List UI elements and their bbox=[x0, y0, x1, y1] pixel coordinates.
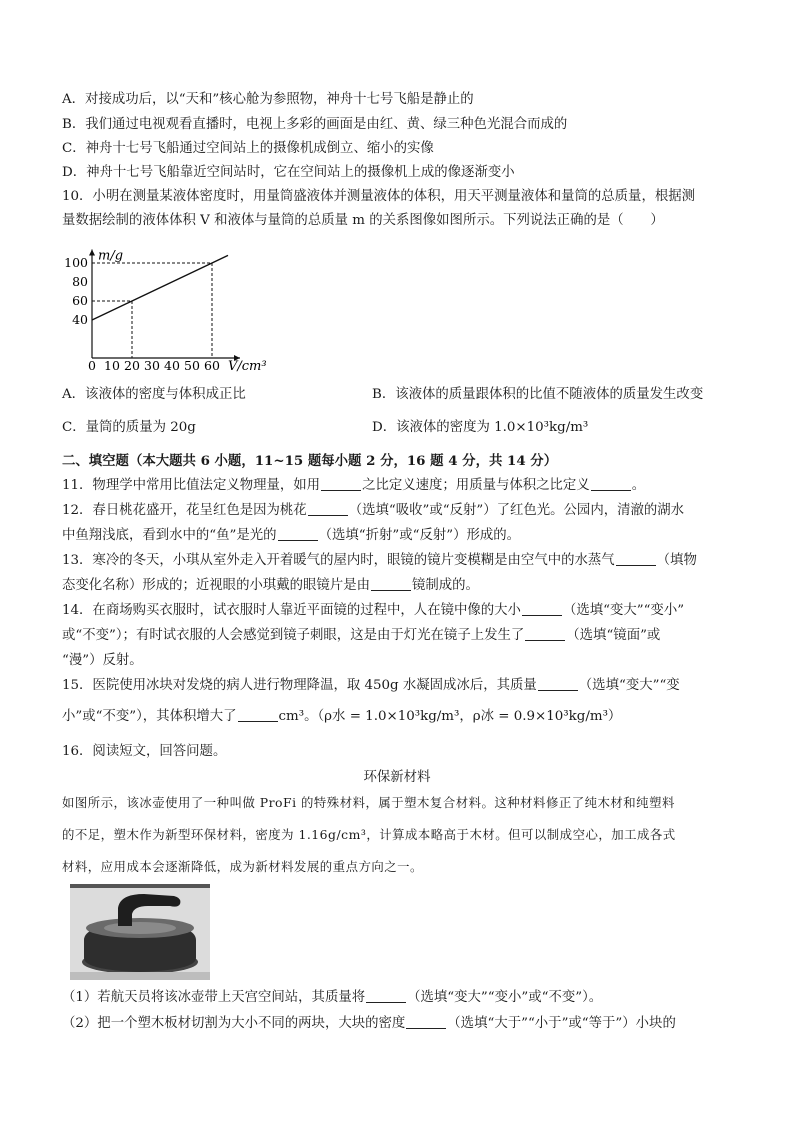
q13-line2 bbox=[62, 576, 479, 596]
passage-line3: 材料，应用成本会逐渐降低，成为新材料发展的重点方向之一。 bbox=[62, 859, 423, 874]
passage-line2: 的不足，塑木作为新型环保材料，密度为 1.16g/cm³，计算成本略高于木材。但可以制成空心，加工成各式 bbox=[62, 827, 676, 842]
q16-intro: 16．阅读短文，回答问题。 bbox=[62, 744, 227, 759]
data-line bbox=[92, 255, 228, 320]
y-tick-label: 100 bbox=[64, 255, 88, 270]
y-axis-label: m/g bbox=[98, 248, 124, 264]
q14-text-3: 或“不变”）；有时试衣服的人会感觉到镜子刺眼，这是由于灯光在镜子上发生了 bbox=[62, 628, 525, 643]
q15-line1 bbox=[62, 676, 680, 696]
x-tick-label: 60 bbox=[204, 358, 220, 373]
q15-line2 bbox=[62, 707, 621, 727]
q12-text-3: 中鱼翔浅底，看到水中的“鱼”是光的 bbox=[62, 528, 277, 543]
q12-text-1: 12．春日桃花盛开，花呈红色是因为桃花 bbox=[62, 503, 307, 518]
q16-sub1-text-1: （1）若航天员将该冰壶带上天宫空间站，其质量将 bbox=[62, 990, 366, 1005]
q10-option-d: D．该液体的密度为 1.0×10³kg/m³ bbox=[372, 420, 589, 435]
q10-option-a: A．该液体的密度与体积成正比 bbox=[62, 387, 246, 402]
q14-line1 bbox=[62, 601, 684, 621]
q13-text-2: （填物 bbox=[656, 553, 697, 568]
q12-text-4: （选填“折射”或“反射”）形成的。 bbox=[318, 528, 521, 543]
q10-option-c: C．量筒的质量为 20g bbox=[62, 420, 196, 435]
q10-stem-line2: 量数据绘制的液体体积 V 和液体与量筒的总质量 m 的关系图像如图所示。下列说法正确的是（ ） bbox=[62, 213, 664, 228]
q13-text-1: 13．寒冷的冬天，小琪从室外走入开着暖气的屋内时，眼镜的镜片变模糊是由空气中的水蒸气 bbox=[62, 553, 615, 568]
x-tick-label: 50 bbox=[184, 358, 200, 373]
q9-option-d: D．神舟十七号飞船靠近空间站时，它在空间站上的摄像机上成的像逐渐变小 bbox=[62, 165, 515, 180]
q14-line3: “漫”）反射。 bbox=[62, 653, 143, 668]
q9-option-a: A．对接成功后，以“天和”核心舱为参照物，神舟十七号飞船是静止的 bbox=[62, 92, 474, 107]
curling-stone-image bbox=[70, 884, 210, 980]
answer-blank[interactable] bbox=[366, 988, 406, 1003]
section-heading: 二、填空题（本大题共 6 小题，11~15 题每小题 2 分，16 题 4 分，共 14 分） bbox=[62, 453, 558, 469]
q11-text-2: 之比定义速度；用质量与体积之比定义 bbox=[362, 478, 590, 493]
q11 bbox=[62, 476, 645, 496]
curling-stone-photo bbox=[70, 884, 210, 980]
x-tick-label: 10 bbox=[104, 358, 120, 373]
q14-text-4: （选填“镜面”或 bbox=[566, 628, 661, 643]
passage-title: 环保新材料 bbox=[363, 770, 431, 785]
answer-blank[interactable] bbox=[321, 476, 361, 491]
answer-blank[interactable] bbox=[616, 551, 656, 566]
y-axis-arrow bbox=[89, 250, 95, 256]
x-tick-label: 40 bbox=[164, 358, 180, 373]
x-tick-label: 20 bbox=[124, 358, 140, 373]
q13-text-3: 态变化名称）形成的；近视眼的小琪戴的眼镜片是由 bbox=[62, 578, 370, 593]
answer-blank[interactable] bbox=[406, 1014, 446, 1029]
mass-volume-chart bbox=[60, 238, 267, 378]
q16-sub1-text-2: （选填“变大”“变小”或“不变”）。 bbox=[407, 990, 603, 1005]
answer-blank[interactable] bbox=[278, 526, 318, 541]
q10-stem-line1: 10．小明在测量某液体密度时，用量筒盛液体并测量液体的体积，用天平测量液体和量筒的总质量，根据测 bbox=[62, 189, 696, 204]
q14-text-1: 14．在商场购买衣服时，试衣服时人靠近平面镜的过程中，人在镜中像的大小 bbox=[62, 603, 521, 618]
q16-sub1 bbox=[62, 988, 602, 1008]
q15-text-1: 15．医院使用冰块对发烧的病人进行物理降温，取 450g 水凝固成冰后，其质量 bbox=[62, 678, 537, 693]
x-tick-label: 30 bbox=[144, 358, 160, 373]
q11-text-3: 。 bbox=[631, 478, 646, 493]
y-tick-label: 80 bbox=[72, 274, 88, 289]
passage-line1: 如图所示，该冰壶使用了一种叫做 ProFi 的特殊材料，属于塑木复合材料。这种材料修正了纯木材和纯塑料 bbox=[62, 795, 675, 810]
q10-option-b: B．该液体的质量跟体积的比值不随液体的质量发生改变 bbox=[372, 387, 704, 402]
q13-line1 bbox=[62, 551, 697, 571]
q12-line2 bbox=[62, 526, 520, 546]
answer-blank[interactable] bbox=[525, 626, 565, 641]
q15-text-2: （选填“变大”“变 bbox=[578, 678, 680, 693]
answer-blank[interactable] bbox=[522, 601, 562, 616]
q15-text-3: 小”或“不变”），其体积增大了 bbox=[62, 709, 237, 724]
y-tick-label: 40 bbox=[72, 312, 88, 327]
answer-blank[interactable] bbox=[308, 501, 348, 516]
q16-sub2-text-2: （选填“大于”“小于”或“等于”）小块的 bbox=[447, 1016, 676, 1031]
q9-option-b: B．我们通过电视观看直播时，电视上多彩的画面是由红、黄、绿三种色光混合而成的 bbox=[62, 117, 568, 132]
q11-text-1: 11．物理学中常用比值法定义物理量，如用 bbox=[62, 478, 321, 493]
q9-option-c: C．神舟十七号飞船通过空间站上的摄像机成倒立、缩小的实像 bbox=[62, 141, 434, 156]
q14-line2 bbox=[62, 626, 660, 646]
q14-text-2: （选填“变大”“变小” bbox=[562, 603, 685, 618]
y-tick-label: 60 bbox=[72, 293, 88, 308]
q12-line1 bbox=[62, 501, 684, 521]
q15-text-4: cm³。（ρ水 = 1.0×10³kg/m³，ρ冰 = 0.9×10³kg/m³） bbox=[278, 709, 622, 724]
q16-sub2 bbox=[62, 1014, 676, 1034]
answer-blank[interactable] bbox=[371, 576, 411, 591]
q16-sub2-text-1: （2）把一个塑木板材切割为大小不同的两块，大块的密度 bbox=[62, 1016, 406, 1031]
x-tick-label: 0 bbox=[88, 358, 96, 373]
answer-blank[interactable] bbox=[238, 707, 278, 722]
q12-text-2: （选填“吸收”或“反射”）了红色光。公园内，清澈的湖水 bbox=[348, 503, 685, 518]
answer-blank[interactable] bbox=[591, 476, 631, 491]
answer-blank[interactable] bbox=[538, 676, 578, 691]
q13-text-4: 镜制成的。 bbox=[411, 578, 479, 593]
x-axis-label: V/cm³ bbox=[228, 359, 267, 374]
